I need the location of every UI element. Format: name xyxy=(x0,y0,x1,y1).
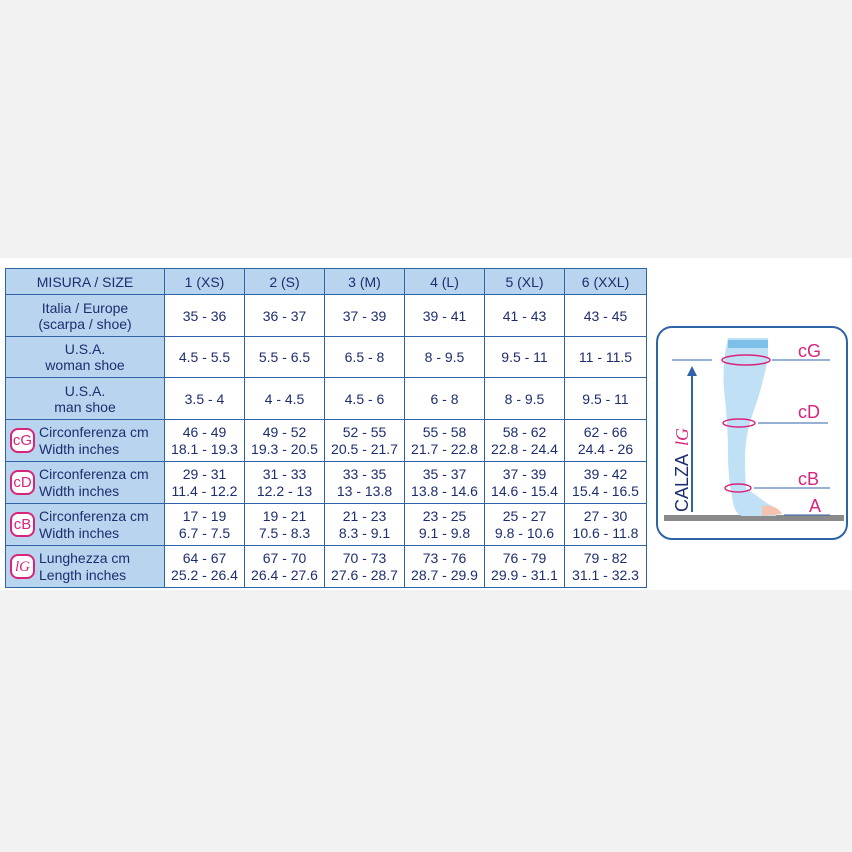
table-cell xyxy=(565,462,647,504)
row-label-cell xyxy=(6,420,165,462)
cell-value: 11.4 - 12.2 xyxy=(171,482,238,499)
table-row xyxy=(6,295,647,337)
calza-label: CALZA xyxy=(672,453,692,512)
cell-value: 37 - 39 xyxy=(502,465,547,482)
row-label-cell xyxy=(6,295,165,337)
table-cell xyxy=(405,337,485,378)
cell-value: 8.3 - 9.1 xyxy=(338,524,391,541)
table-cell xyxy=(565,337,647,378)
table-cell xyxy=(245,378,325,420)
table-cell xyxy=(485,295,565,337)
label-cB: cB xyxy=(798,469,820,489)
table-cell xyxy=(245,546,325,588)
header-row xyxy=(6,269,647,295)
table-cell xyxy=(485,420,565,462)
length-symbol: lG xyxy=(672,428,692,446)
row-label-line: Width inches xyxy=(39,482,120,499)
stocking-diagram xyxy=(656,326,848,540)
cell-value: 8 - 9.5 xyxy=(424,349,465,365)
table-row xyxy=(6,546,647,588)
header-cell-measure: MISURA / SIZE xyxy=(6,269,165,295)
cell-value: 9.5 - 11 xyxy=(501,349,548,365)
cell-value: 20.5 - 21.7 xyxy=(331,440,398,457)
cell-value: 52 - 55 xyxy=(342,423,387,440)
cell-value: 39 - 41 xyxy=(422,307,467,324)
row-label-cell xyxy=(6,546,165,588)
cell-value: 17 - 19 xyxy=(182,507,227,524)
size-chart-table xyxy=(5,268,647,588)
cell-value: 8 - 9.5 xyxy=(504,390,545,407)
label-cG: cG xyxy=(798,341,822,361)
cell-value: 9.5 - 11 xyxy=(582,390,629,407)
cell-value: 24.4 - 26 xyxy=(577,440,634,457)
table-cell xyxy=(485,337,565,378)
header-cell-size: 2 (S) xyxy=(245,269,325,295)
cell-value: 28.7 - 29.9 xyxy=(411,566,478,583)
table-cell xyxy=(565,378,647,420)
row-label-line: Width inches xyxy=(39,440,120,457)
cell-value: 27.6 - 28.7 xyxy=(331,566,398,583)
cell-value: 58 - 62 xyxy=(502,423,547,440)
cell-value: 21.7 - 22.8 xyxy=(411,440,478,457)
row-label-line: U.S.A. xyxy=(64,341,106,357)
row-label-line: Italia / Europe xyxy=(41,299,129,316)
table-cell xyxy=(485,462,565,504)
cell-value: 5.5 - 6.5 xyxy=(258,349,311,365)
cell-value: 67 - 70 xyxy=(262,549,307,566)
table-cell xyxy=(245,462,325,504)
cell-value: 26.4 - 27.6 xyxy=(251,566,318,583)
cell-value: 4.5 - 5.5 xyxy=(178,349,231,365)
row-label-line: Circonferenza cm xyxy=(39,507,149,524)
table-cell xyxy=(405,420,485,462)
row-label-line: woman shoe xyxy=(45,357,125,373)
cell-value: 9.8 - 10.6 xyxy=(494,524,555,541)
table-cell xyxy=(405,295,485,337)
table-cell xyxy=(165,462,245,504)
table-cell xyxy=(325,337,405,378)
cell-value: 6.5 - 8 xyxy=(344,349,385,365)
cell-value: 76 - 79 xyxy=(502,549,547,566)
cell-value: 13 - 13.8 xyxy=(336,482,393,499)
cell-value: 29 - 31 xyxy=(182,465,227,482)
table-cell xyxy=(245,504,325,546)
table-cell xyxy=(245,420,325,462)
cell-value: 35 - 36 xyxy=(182,307,227,324)
cell-value: 73 - 76 xyxy=(422,549,467,566)
cell-value: 29.9 - 31.1 xyxy=(491,566,558,583)
table-cell xyxy=(485,378,565,420)
cell-value: 35 - 37 xyxy=(422,465,467,482)
table-cell xyxy=(485,546,565,588)
row-label-cell xyxy=(6,337,165,378)
cell-value: 9.1 - 9.8 xyxy=(418,524,471,541)
cell-value: 4 - 4.5 xyxy=(264,390,305,407)
table-row xyxy=(6,504,647,546)
cell-value: 41 - 43 xyxy=(502,307,547,324)
cell-value: 33 - 35 xyxy=(342,465,387,482)
cell-value: 22.8 - 24.4 xyxy=(491,440,558,457)
cell-value: 4.5 - 6 xyxy=(344,390,385,407)
cell-value: 14.6 - 15.4 xyxy=(491,482,558,499)
table-cell xyxy=(165,546,245,588)
cell-value: 25.2 - 26.4 xyxy=(171,566,238,583)
table-cell xyxy=(325,295,405,337)
cell-value: 18.1 - 19.3 xyxy=(171,440,238,457)
cell-value: 49 - 52 xyxy=(262,423,307,440)
header-cell-size: 1 (XS) xyxy=(165,269,245,295)
table-row xyxy=(6,378,647,420)
cell-value: 3.5 - 4 xyxy=(184,390,225,407)
cell-value: 43 - 45 xyxy=(583,307,628,324)
table-cell xyxy=(325,420,405,462)
table-cell xyxy=(165,295,245,337)
label-A: A xyxy=(809,496,822,516)
cell-value: 19 - 21 xyxy=(262,507,307,524)
cell-value: 6.7 - 7.5 xyxy=(178,524,231,541)
header-cell-size: 6 (XXL) xyxy=(565,269,647,295)
cell-value: 23 - 25 xyxy=(422,507,467,524)
cell-value: 15.4 - 16.5 xyxy=(572,482,639,499)
stocking-diagram-svg xyxy=(658,328,850,542)
table-cell xyxy=(565,504,647,546)
row-label-line: Circonferenza cm xyxy=(39,423,149,440)
cell-value: 7.5 - 8.3 xyxy=(258,524,311,541)
cell-value: 6 - 8 xyxy=(430,390,459,407)
cell-value: 55 - 58 xyxy=(422,423,467,440)
table-row xyxy=(6,337,647,378)
row-label-cell xyxy=(6,462,165,504)
cell-value: 64 - 67 xyxy=(182,549,227,566)
cell-value: 36 - 37 xyxy=(262,307,307,324)
cell-value: 25 - 27 xyxy=(502,507,547,524)
cell-value: 13.8 - 14.6 xyxy=(411,482,478,499)
table-cell xyxy=(485,504,565,546)
cell-value: 70 - 73 xyxy=(342,549,387,566)
table-row xyxy=(6,420,647,462)
cell-value: 31 - 33 xyxy=(262,465,307,482)
row-label-line: U.S.A. xyxy=(64,382,106,399)
cell-value: 19.3 - 20.5 xyxy=(251,440,318,457)
cell-value: 10.6 - 11.8 xyxy=(572,524,639,541)
label-cD: cD xyxy=(798,402,820,422)
row-label-line: Width inches xyxy=(39,524,120,541)
measure-badge: cD xyxy=(10,470,35,495)
header-cell-size: 4 (L) xyxy=(405,269,485,295)
cell-value: 21 - 23 xyxy=(342,507,387,524)
table-cell xyxy=(565,546,647,588)
cell-value: 39 - 42 xyxy=(583,465,628,482)
table-cell xyxy=(405,546,485,588)
table-cell xyxy=(245,337,325,378)
measure-badge: lG xyxy=(10,554,35,579)
row-label-cell xyxy=(6,504,165,546)
cell-value: 46 - 49 xyxy=(182,423,227,440)
table-cell xyxy=(165,378,245,420)
cell-value: 11 - 11.5 xyxy=(578,349,633,365)
stocking-top-band xyxy=(728,340,768,348)
toes xyxy=(762,506,782,516)
row-label-line: Length inches xyxy=(39,566,127,583)
cell-value: 37 - 39 xyxy=(342,307,387,324)
table-cell xyxy=(325,462,405,504)
table-cell xyxy=(405,504,485,546)
row-label-line: Lunghezza cm xyxy=(39,549,131,566)
cell-value: 62 - 66 xyxy=(583,423,628,440)
length-arrow-head xyxy=(687,366,697,376)
row-label-line: Circonferenza cm xyxy=(39,465,149,482)
cell-value: 27 - 30 xyxy=(583,507,628,524)
table-cell xyxy=(405,462,485,504)
table-cell xyxy=(325,546,405,588)
table-cell xyxy=(325,378,405,420)
table-row xyxy=(6,462,647,504)
table-cell xyxy=(245,295,325,337)
measure-badge: cB xyxy=(10,512,35,537)
table-cell xyxy=(165,337,245,378)
header-cell-size: 5 (XL) xyxy=(485,269,565,295)
table-cell xyxy=(165,420,245,462)
table-cell xyxy=(325,504,405,546)
table-cell xyxy=(565,420,647,462)
table-cell xyxy=(165,504,245,546)
row-label-line: man shoe xyxy=(54,398,116,415)
table-cell xyxy=(405,378,485,420)
header-cell-size: 3 (M) xyxy=(325,269,405,295)
cell-value: 12.2 - 13 xyxy=(256,482,313,499)
measure-badge: cG xyxy=(10,428,35,453)
cell-value: 31.1 - 32.3 xyxy=(572,566,639,583)
table-cell xyxy=(565,295,647,337)
cell-value: 79 - 82 xyxy=(583,549,628,566)
row-label-line: (scarpa / shoe) xyxy=(38,315,132,332)
row-label-cell xyxy=(6,378,165,420)
